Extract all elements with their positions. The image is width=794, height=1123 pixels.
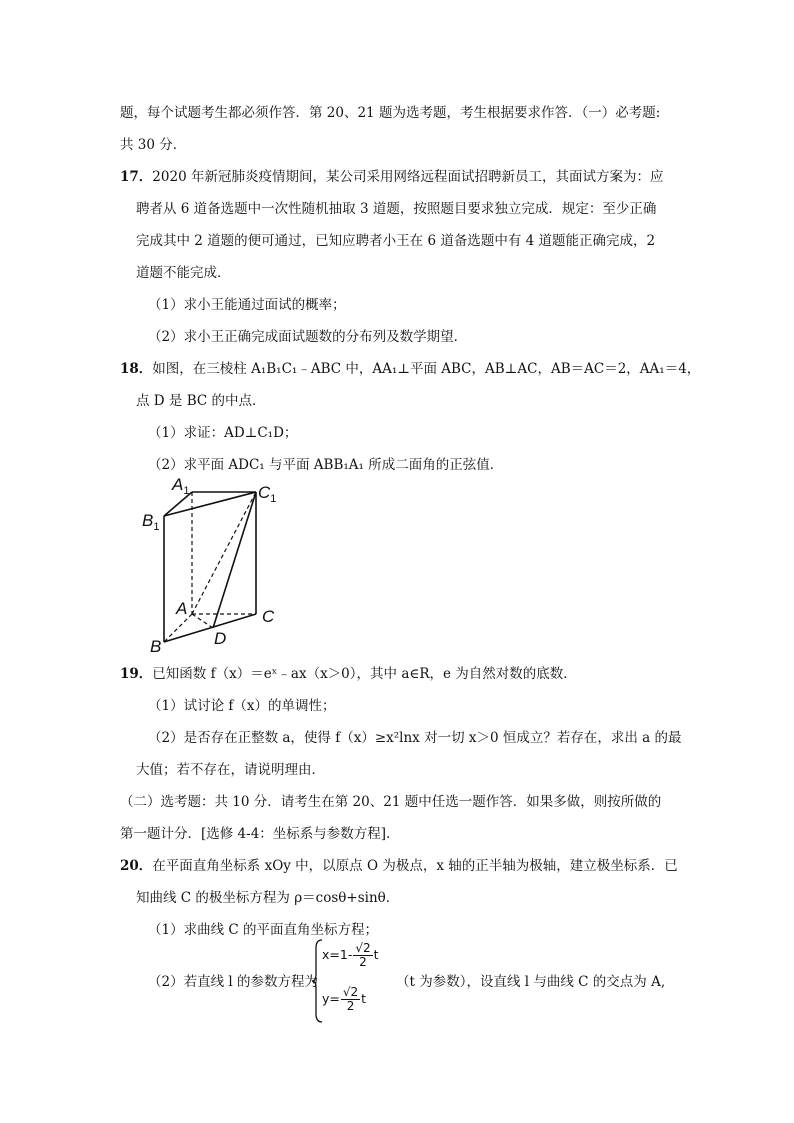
question-19-line-1 xyxy=(120,665,577,683)
edge-b-c xyxy=(164,614,256,642)
question-20-part-2-suffix: （t 为参数），设直线 l 与曲线 C 的交点为 A, xyxy=(396,974,666,990)
elective-line-1: （二）选考题：共 10 分．请考生在第 20、21 题中任选一题作答．如果多做，则按所做的 xyxy=(120,794,662,810)
label-C: C xyxy=(262,607,275,626)
equation-y: y= $\frac{√2}{2}$ t xyxy=(322,985,367,1013)
question-20-text-1: 在平面直角坐标系 xOy 中，以原点 O 为极点，x 轴的正半轴为极轴，建立极坐标系．已 xyxy=(152,858,678,874)
question-19-part-2-line-1: （2）是否存在正整数 a，使得 f（x）≥x²lnx 对一切 x＞0 恒成立？若存在，求出 a 的最 xyxy=(148,730,682,746)
prism-diagram xyxy=(136,474,296,654)
question-17-line-2: 聘者从 6 道备选题中一次性随机抽取 3 道题，按照题目要求独立完成．规定：至少正确 xyxy=(136,201,657,217)
question-17-line-4: 道题不能完成． xyxy=(136,265,231,281)
question-19-part-1: （1）试讨论 f（x）的单调性； xyxy=(148,698,336,714)
question-17-line-3: 完成其中 2 道题的便可通过，已知应聘者小王在 6 道备选题中有 4 道题能正确完成，2 xyxy=(136,233,656,249)
intro-line-1: 题，每个试题考生都必须作答．第 20、21 题为选考题，考生根据要求作答．（一）必考题: xyxy=(120,105,661,121)
question-number: 19． xyxy=(120,666,153,682)
question-20-part-1: （1）求曲线 C 的平面直角坐标方程； xyxy=(148,922,379,938)
question-19-text-1: 已知函数 f（x）＝eˣ﹣ax（x＞0），其中 a∈R，e 为自然对数的底数． xyxy=(152,666,577,682)
label-D: D xyxy=(214,629,227,648)
question-20-line-2: 知曲线 C 的极坐标方程为 ρ＝cosθ+sinθ． xyxy=(136,890,400,906)
label-A1: $A_1$ xyxy=(172,475,190,497)
question-17-part-2: （2）求小王正确完成面试题数的分布列及数学期望． xyxy=(148,329,468,345)
edge-c1-d xyxy=(213,492,256,628)
parametric-system xyxy=(312,938,392,1024)
elective-line-2: 第一题计分．[选修 4-4：坐标系与参数方程]． xyxy=(120,826,400,842)
label-C1: $C_1$ xyxy=(258,483,277,505)
equation-x: x=1- $\frac{√2}{2}$ t xyxy=(322,941,379,969)
question-20-part-2-prefix: （2）若直线 l 的参数方程为 xyxy=(148,974,318,990)
question-20-line-1 xyxy=(120,857,678,875)
question-17-line-1 xyxy=(120,168,663,186)
question-number: 17． xyxy=(120,169,153,185)
question-19-part-2-line-2: 大值；若不存在，请说明理由． xyxy=(136,762,325,778)
edge-a-d-hidden xyxy=(192,614,213,628)
intro-line-2: 共 30 分． xyxy=(120,137,187,153)
label-B: B xyxy=(150,637,162,654)
question-18-text-1: 如图，在三棱柱 A₁B₁C₁﹣ABC 中，AA₁⊥平面 ABC，AB⊥AC，AB＝AC＝2，AA₁＝4， xyxy=(152,361,701,377)
question-18-part-2: （2）求平面 ADC₁ 与平面 ABB₁A₁ 所成二面角的正弦值． xyxy=(148,457,504,473)
question-18-line-1 xyxy=(120,360,700,378)
question-17-part-1: （1）求小王能通过面试的概率； xyxy=(148,297,346,313)
question-number: 18． xyxy=(120,361,153,377)
question-18-line-2: 点 D 是 BC 的中点． xyxy=(136,393,266,409)
question-number: 20． xyxy=(120,858,153,874)
prism-figure xyxy=(136,474,296,658)
label-B1: $B_1$ xyxy=(142,511,160,533)
question-18-part-1: （1）求证：AD⊥C₁D； xyxy=(148,425,298,441)
question-17-text-1: 2020 年新冠肺炎疫情期间，某公司采用网络远程面试招聘新员工，其面试方案为：应 xyxy=(152,169,664,185)
label-A: A xyxy=(176,599,188,618)
